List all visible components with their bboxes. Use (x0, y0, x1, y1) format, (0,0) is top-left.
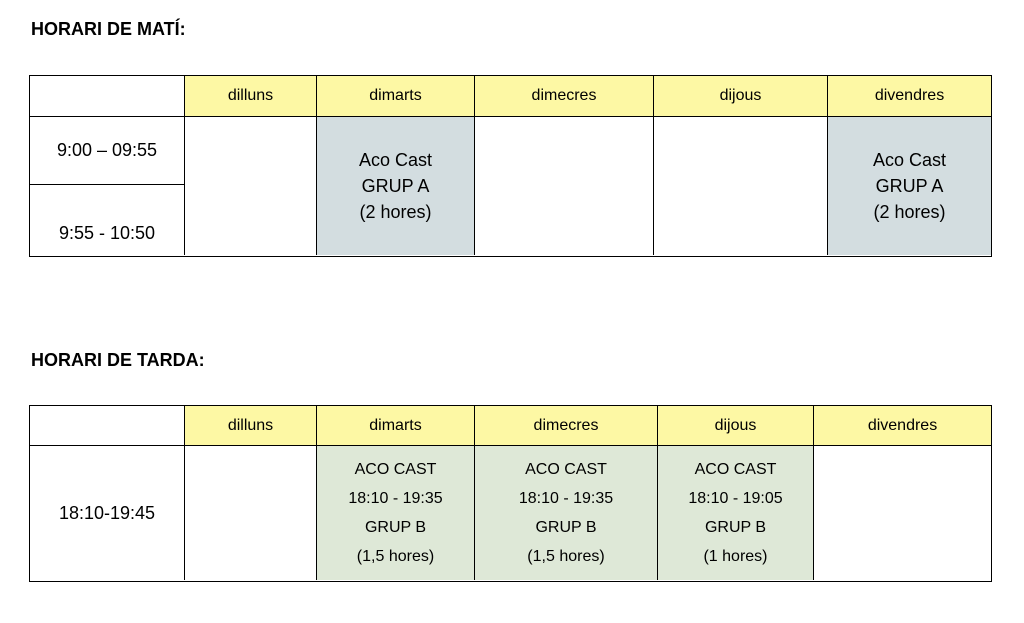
afternoon-dijous-line: ACO CAST (694, 461, 777, 478)
morning-dimecres-cell (475, 117, 654, 255)
afternoon-dijous-line: 18:10 - 19:05 (688, 490, 783, 507)
afternoon-dimarts-class (317, 446, 475, 580)
morning-table (29, 75, 992, 257)
afternoon-corner-cell (30, 406, 185, 446)
morning-divendres-line: (2 hores) (873, 202, 946, 222)
morning-divendres-line: GRUP A (875, 176, 944, 196)
afternoon-dimarts-line: GRUP B (364, 519, 427, 536)
morning-divendres-line: Aco Cast (872, 150, 947, 170)
afternoon-dimarts-line: (1,5 hores) (356, 548, 435, 565)
afternoon-dimecres-line: GRUP B (535, 519, 597, 536)
afternoon-dimecres-line: 18:10 - 19:35 (518, 490, 614, 507)
afternoon-dijous-line: (1 hores) (703, 548, 768, 565)
afternoon-divendres-cell (814, 446, 991, 580)
morning-time-1: 9:00 – 09:55 (30, 117, 185, 185)
morning-dimarts-class (317, 117, 475, 255)
morning-header-dijous: dijous (654, 76, 828, 117)
morning-dimarts-line: GRUP A (361, 176, 430, 196)
afternoon-dimecres-class (475, 446, 658, 580)
afternoon-dimecres-line: ACO CAST (525, 461, 607, 478)
morning-dijous-cell (654, 117, 828, 255)
morning-dimarts-line: (2 hores) (359, 202, 432, 222)
afternoon-dilluns-cell (185, 446, 317, 580)
morning-title: HORARI DE MATÍ: (31, 19, 186, 39)
afternoon-header-dimarts: dimarts (317, 406, 475, 446)
afternoon-header-dijous: dijous (658, 406, 814, 446)
morning-header-dilluns: dilluns (185, 76, 317, 117)
afternoon-dijous-line: GRUP B (704, 519, 767, 536)
morning-dimarts-line: Aco Cast (358, 150, 433, 170)
afternoon-dimecres-line: (1,5 hores) (527, 548, 605, 565)
afternoon-title: HORARI DE TARDA: (31, 350, 205, 370)
afternoon-time: 18:10-19:45 (30, 446, 185, 580)
morning-corner-cell (30, 76, 185, 117)
afternoon-dimarts-line: ACO CAST (354, 461, 437, 478)
morning-header-dimecres: dimecres (475, 76, 654, 117)
afternoon-dimarts-line: 18:10 - 19:35 (348, 490, 443, 507)
afternoon-header-divendres: divendres (814, 406, 991, 446)
morning-header-divendres: divendres (828, 76, 991, 117)
afternoon-header-dilluns: dilluns (185, 406, 317, 446)
afternoon-table (29, 405, 992, 582)
morning-divendres-class (828, 117, 991, 255)
afternoon-header-dimecres: dimecres (475, 406, 658, 446)
morning-dilluns-cell (185, 117, 317, 255)
morning-header-dimarts: dimarts (317, 76, 475, 117)
morning-time-2: 9:55 - 10:50 (30, 185, 185, 255)
afternoon-dijous-class (658, 446, 814, 580)
